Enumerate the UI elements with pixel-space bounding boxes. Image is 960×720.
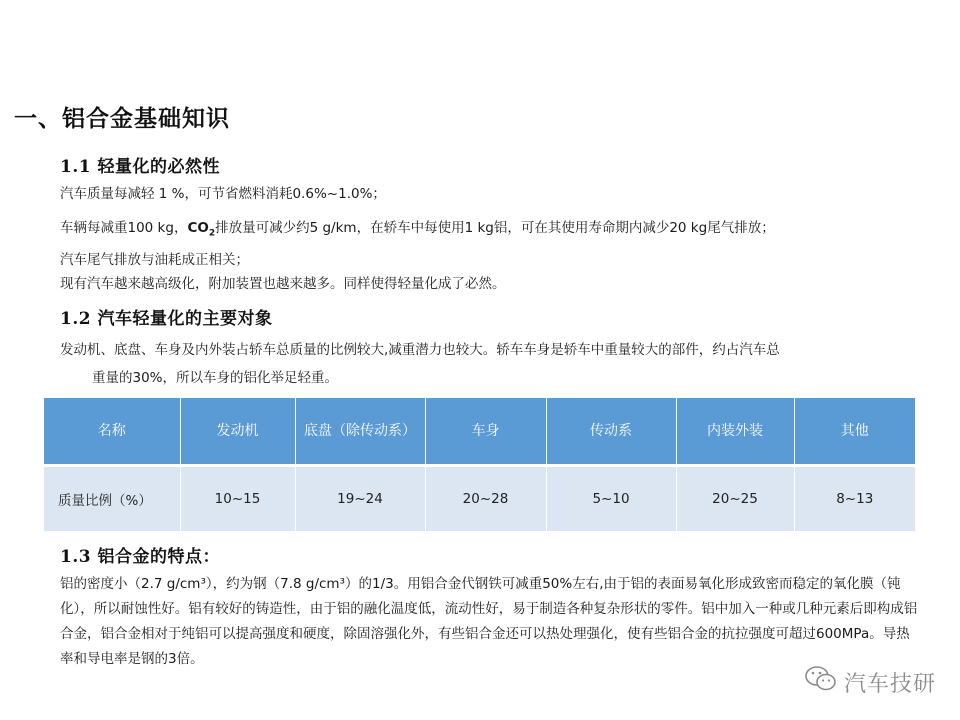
table-cell: 20~28 bbox=[425, 466, 546, 532]
section-title-1-2: 1.2 汽车轻量化的主要对象 bbox=[60, 309, 273, 329]
s3-paragraph: 铝的密度小（2.7 g/cm³），约为钢（7.8 g/cm³）的1/3。用铝合金代钢铁可减重50%左右,由于铝的表面易氧化形成致密而稳定的氧化膜（钝化），所以耐蚀性好。铝有较好的铸造性，由于铝的融化温度低，流动性好，易于制造各种复杂形状的零件。铝中加入一种或几种元素后即构成铝合金，铝合金相对于纯铝可以提高强度和硬度，除固溶强化外，有些铝合金还可以热处理强化，使有些铝合金的抗拉强度可超过600MPa。导热率和导电率是钢的3倍。 bbox=[60, 576, 918, 667]
s1-line2-a: 车辆每减重100 kg， bbox=[60, 220, 188, 236]
table-header: 传动系 bbox=[546, 398, 676, 466]
watermark bbox=[804, 665, 936, 699]
s1-line2 bbox=[60, 218, 775, 244]
s1-line2-b: 排放量可减少约5 g/km，在轿车中每使用1 kg铝，可在其使用寿命期内减少20 kg尾气排放； bbox=[215, 220, 775, 236]
mass-ratio-table bbox=[44, 398, 915, 531]
table-header: 名称 bbox=[44, 398, 180, 466]
s1-line4: 现有汽车越来越高级化，附加装置也越来越多。同样使得轻量化成了必然。 bbox=[60, 276, 506, 292]
s2-line2: 重量的30%，所以车身的铝化举足轻重。 bbox=[92, 370, 339, 386]
table-cell: 质量比例（%） bbox=[44, 466, 180, 532]
s1-line1: 汽车质量每减轻 1 %，可节省燃料消耗0.6%~1.0%； bbox=[60, 186, 386, 202]
wechat-icon bbox=[804, 665, 844, 699]
table-row bbox=[44, 466, 915, 532]
table-cell: 19~24 bbox=[295, 466, 425, 532]
table-header: 底盘（除传动系） bbox=[295, 398, 425, 466]
table-header: 内装外装 bbox=[676, 398, 794, 466]
table-cell: 8~13 bbox=[794, 466, 915, 532]
table-header: 车身 bbox=[425, 398, 546, 466]
s1-line3: 汽车尾气排放与油耗成正相关； bbox=[60, 252, 249, 268]
table-cell: 10~15 bbox=[180, 466, 295, 532]
table-header-row bbox=[44, 398, 915, 466]
s2-line1: 发动机、底盘、车身及内外装占轿车总质量的比例较大,减重潜力也较大。轿车车身是轿车中重量较大的部件，约占汽车总 bbox=[60, 342, 780, 358]
section-title-1-1: 1.1 轻量化的必然性 bbox=[60, 157, 220, 177]
table-header: 发动机 bbox=[180, 398, 295, 466]
co2-label: $CO_2$ bbox=[187, 220, 216, 239]
page-title: 一、铝合金基础知识 bbox=[14, 105, 230, 132]
table-cell: 20~25 bbox=[676, 466, 794, 532]
section-title-1-3: 1.3 铝合金的特点： bbox=[60, 547, 220, 567]
table-cell: 5~10 bbox=[546, 466, 676, 532]
table-header: 其他 bbox=[794, 398, 915, 466]
watermark-text: 汽车技研 bbox=[843, 671, 936, 697]
